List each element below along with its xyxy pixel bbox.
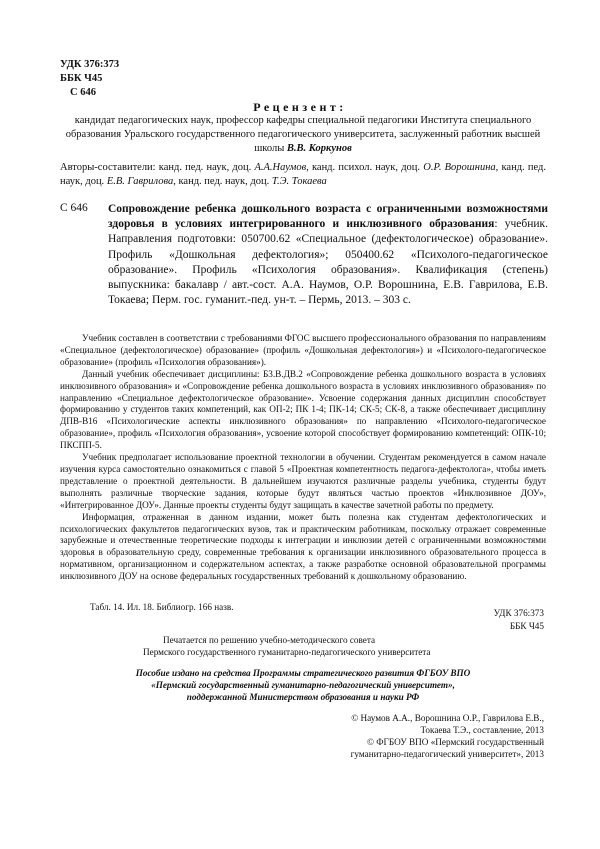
author-name: О.Р. Ворошнина [423,162,496,173]
grant-line: поддержанной Министерством образования и науки РФ [186,692,420,702]
copyright-line: гуманитарно-педагогический университет», 2013 [350,749,544,759]
grant-line: Пособие издано на средства Программы стратегического развития ФГБОУ ВПО [135,668,471,678]
grant-note [60,667,546,703]
udk-footer [454,607,544,633]
author-name: А.А.Наумов [254,162,307,173]
abstract-paragraph: Учебник предполагает использование проектной технологии в обучении. Студентам рекомендуется в самом начале изучения курса самостоятельно ознакомиться с главой 5 «Проектная компетентность педагога-дефектолога», чтобы иметь представление о проектной деятельности. В дальнейшем изучаются различные разделы учебника, студенты будут выполнять различные творческие задания, которые будут являться частью проектов «Инклюзивное ДОУ», «Интегрированное ДОУ». Данные проекты студенты будут защищать в качестве зачетной работы по предмету. [60,452,546,510]
decision-line: Печатается по решению учебно-методического совета [163,635,376,645]
copyright-line: © ФГБОУ ВПО «Пермский государственный [367,737,544,747]
authors-separator: , канд. пед. наук, доц. [60,162,546,187]
bbk-code: ББК Ч45 [509,621,544,631]
author-mark: С 646 [70,87,96,98]
copyright-line: Токаева Т.Э., составление, 2013 [420,725,544,735]
reviewer-name: В.В. Коркунов [286,143,352,154]
udk-code: УДК 376:373 [60,59,120,70]
abstract-paragraph: Информация, отраженная в данном издании, может быть полезна как студентам дефектологических и психологических факультетов педагогических вузов, так и практическим работникам, поскольку отражает современные зарубежные и отечественные теоретические подходы к интеграции и инклюзии детей с ограниченными возможностями здоровья в образовательную среду, современные требования к организации инклюзивного образовательного процесса в нормативном, организационном и содержательном аспектах, а также разработке основной образовательной программы инклюзивного ДОУ на основе федеральных государственных требований к дошкольному образованию. [60,511,546,582]
annotation-code: С 646 [60,202,88,214]
abstract-body [60,333,546,583]
copyright-line: © Наумов А.А., Ворошнина О.Р., Гаврилова Е.В., [351,713,544,723]
grant-line: «Пермский государственный гуманитарно-педагогический университет», [151,680,455,690]
bibliography-note: Табл. 14. Ил. 18. Библиогр. 166 назв. [90,602,234,612]
publication-decision [60,634,546,658]
copyright-block [300,712,544,760]
authors-line [60,161,546,189]
abstract-paragraph: Учебник составлен в соответствии с требованиями ФГОС высшего профессионального образования по направлениям «Специальное (дефектологическое) образование» (профиль «Дошкольная дефектология») и «Психолого-педагогическое образование» (профиль «Психология образования»). [60,333,546,367]
decision-line: Пермского государственного гуманитарно-педагогического университета [143,647,431,657]
book-annotation [108,202,548,308]
author-name: Т.Э. Токаева [271,176,327,187]
authors-separator: , канд. пед. наук, доц. [173,176,270,187]
reviewer-heading: Рецензент: [253,100,347,114]
udk-header [60,58,119,100]
authors-separator: , канд. психол. наук, доц. [306,162,421,173]
reviewer-description: кандидат педагогических наук, профессор кафедры специальной педагогики Института специального образования Уральского государственного педагогического университета, заслуженный работник высшей школы [65,115,541,154]
book-description: : учебник. Направления подготовки: 050700.62 «Специальное (дефектологическое) образование». Профиль «Дошкольная дефектология»; 050400.62 «Психолого-педагогическое образование». Профиль «Психология образования». Квалификация (степень) выпускника: бакалавр / авт.-сост. А.А. Наумов, О.Р. Ворошнина, Е.В. Гаврилова, Е.В. Токаева; Перм. гос. гуманит.-пед. ун-т. – Пермь, 2013. – 303 с. [108,218,548,307]
udk-code: УДК 376:373 [493,608,544,618]
book-title: Сопровождение ребенка дошкольного возраста с ограниченными возможностями здоровья в условиях интегрированного и инклюзивного образования [108,203,548,231]
abstract-paragraph: Данный учебник обеспечивает дисциплины: Б3.В.ДВ.2 «Сопровождение ребенка дошкольного возраста в условиях инклюзивного образования» и «Сопровождение ребенка дошкольного возраста в условиях инклюзивного образования» по направлению «Специальное дефектологическое образование». Усвоение содержания данных дисциплин способствует формированию у студентов таких компетенций, как ОП-2; ПК 1-4; ПК-14; СК-5; СК-8, а также обеспечивает дисциплину ДПВ-В16 «Психологические аспекты инклюзивного образования» по направлению «Психолого-педагогическое образование», профиль «Психология образования», усвоение которой способствует формированию компетенций: ОПК-10; ПКСПП-5. [60,368,546,451]
author-name: Е.В. Гаврилова [106,176,174,187]
authors-prefix: Авторы-составители: канд. пед. наук, доц. [60,162,252,173]
reviewer-text [60,114,546,156]
bbk-code: ББК Ч45 [60,73,103,84]
